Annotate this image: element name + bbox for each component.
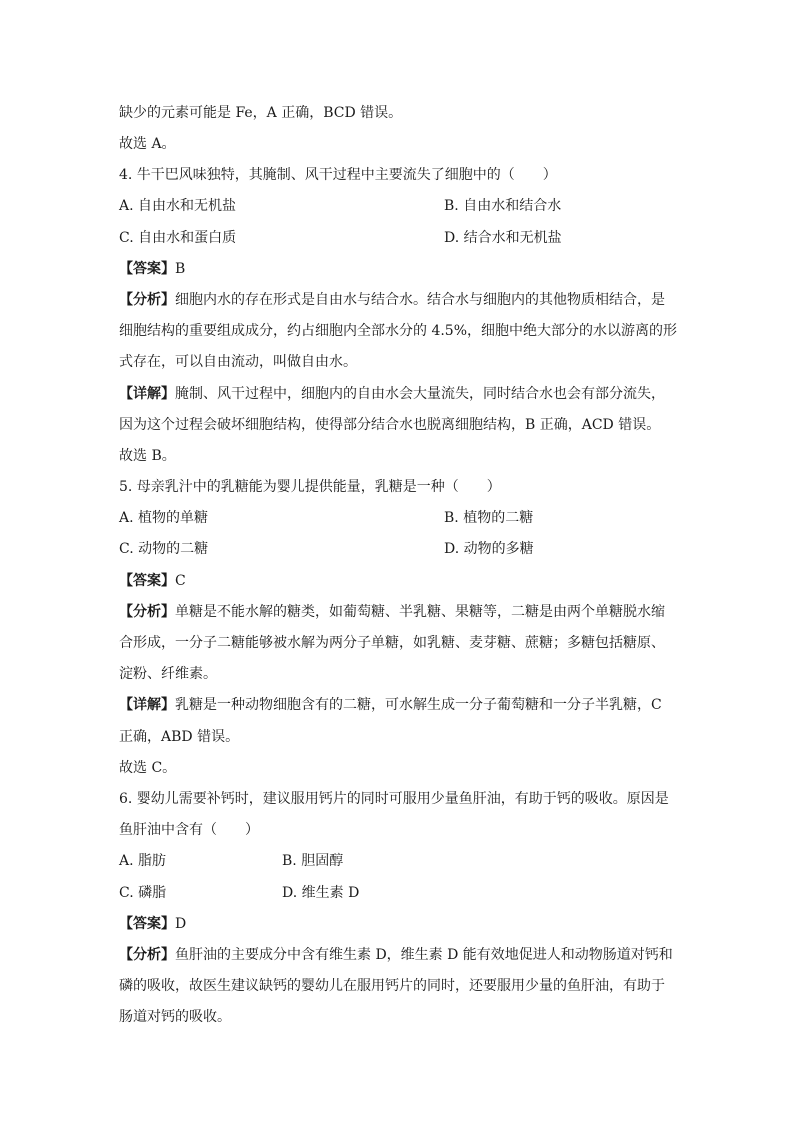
analysis-text: 单糖是不能水解的糖类，如葡萄糖、半乳糖、果糖等，二糖是由两个单糖脱水缩 (175, 604, 665, 620)
question-6-option-a: A. 脂肪 (119, 853, 167, 869)
question-6-option-d: D. 维生素 D (282, 885, 360, 901)
question-5-option-c: C. 动物的二糖 (119, 541, 209, 557)
analysis-tag: 【分析】 (119, 292, 175, 308)
question-6-analysis-line-3: 肠道对钙的吸收。 (119, 1009, 231, 1025)
question-4-detail-line-1 (119, 384, 665, 404)
answer-value: C (175, 573, 186, 589)
question-6-analysis-line-1 (119, 945, 673, 965)
question-5-option-d: D. 动物的多糖 (444, 541, 534, 557)
question-6-option-c: C. 磷脂 (119, 885, 167, 901)
answer-value: D (175, 916, 187, 932)
question-4-option-b: B. 自由水和结合水 (444, 198, 562, 214)
question-6-stem-line-2: 鱼肝油中含有（ ） (119, 822, 259, 838)
question-4-stem: 4. 牛干巴风味独特，其腌制、风干过程中主要流失了细胞中的（ ） (119, 167, 557, 183)
question-5-detail-line-2: 正确，ABD 错误。 (119, 729, 240, 745)
analysis-text: 鱼肝油的主要成分中含有维生素 D，维生素 D 能有效地促进人和动物肠道对钙和 (175, 947, 673, 963)
question-5-answer (119, 571, 186, 591)
text-line: 缺少的元素可能是 Fe，A 正确，BCD 错误。 (119, 105, 403, 121)
question-5-option-a: A. 植物的单糖 (119, 510, 209, 526)
question-6-answer (119, 914, 186, 934)
question-4-analysis-line-1 (119, 290, 665, 310)
detail-text: 腌制、风干过程中，细胞内的自由水会大量流失，同时结合水也会有部分流失， (175, 386, 665, 402)
question-4-conclusion: 故选 B。 (119, 448, 176, 464)
question-4-option-a: A. 自由水和无机盐 (119, 198, 237, 214)
detail-text: 乳糖是一种动物细胞含有的二糖，可水解生成一分子葡萄糖和一分子半乳糖，C (175, 697, 662, 713)
detail-tag: 【详解】 (119, 697, 175, 713)
question-5-detail-line-1 (119, 695, 662, 715)
question-4-analysis-line-3: 式存在，可以自由流动，叫做自由水。 (119, 354, 357, 370)
conclusion-line: 故选 A。 (119, 136, 176, 152)
analysis-tag: 【分析】 (119, 604, 175, 620)
question-4-option-d: D. 结合水和无机盐 (444, 230, 562, 246)
question-6-option-b: B. 胆固醇 (282, 853, 344, 869)
question-4-detail-line-2: 因为这个过程会破坏细胞结构，使得部分结合水也脱离细胞结构，B 正确，ACD 错误。 (119, 417, 661, 433)
question-5-stem: 5. 母亲乳汁中的乳糖能为婴儿提供能量，乳糖是一种（ ） (119, 479, 501, 495)
answer-value: B (175, 261, 186, 277)
question-4-option-c: C. 自由水和蛋白质 (119, 230, 237, 246)
analysis-text: 细胞内水的存在形式是自由水与结合水。结合水与细胞内的其他物质相结合，是 (175, 292, 665, 308)
answer-tag: 【答案】 (119, 916, 175, 932)
question-6-analysis-line-2: 磷的吸收，故医生建议缺钙的婴幼儿在服用钙片的同时，还要服用少量的鱼肝油，有助于 (119, 978, 665, 994)
question-5-option-b: B. 植物的二糖 (444, 510, 534, 526)
detail-tag: 【详解】 (119, 386, 175, 402)
question-5-analysis-line-1 (119, 602, 665, 622)
question-4-analysis-line-2: 细胞结构的重要组成成分，约占细胞内全部水分的 4.5%，细胞中绝大部分的水以游离的形 (119, 323, 678, 339)
analysis-tag: 【分析】 (119, 947, 175, 963)
question-6-stem-line-1: 6. 婴幼儿需要补钙时，建议服用钙片的同时可服用少量鱼肝油，有助于钙的吸收。原因是 (119, 791, 669, 807)
question-5-conclusion: 故选 C。 (119, 760, 177, 776)
answer-tag: 【答案】 (119, 573, 175, 589)
question-5-analysis-line-2: 合形成，一分子二糖能够被水解为两分子单糖，如乳糖、麦芽糖、蔗糖；多糖包括糖原、 (119, 635, 665, 651)
question-4-answer (119, 259, 185, 279)
answer-tag: 【答案】 (119, 261, 175, 277)
question-5-analysis-line-3: 淀粉、纤维素。 (119, 666, 217, 682)
